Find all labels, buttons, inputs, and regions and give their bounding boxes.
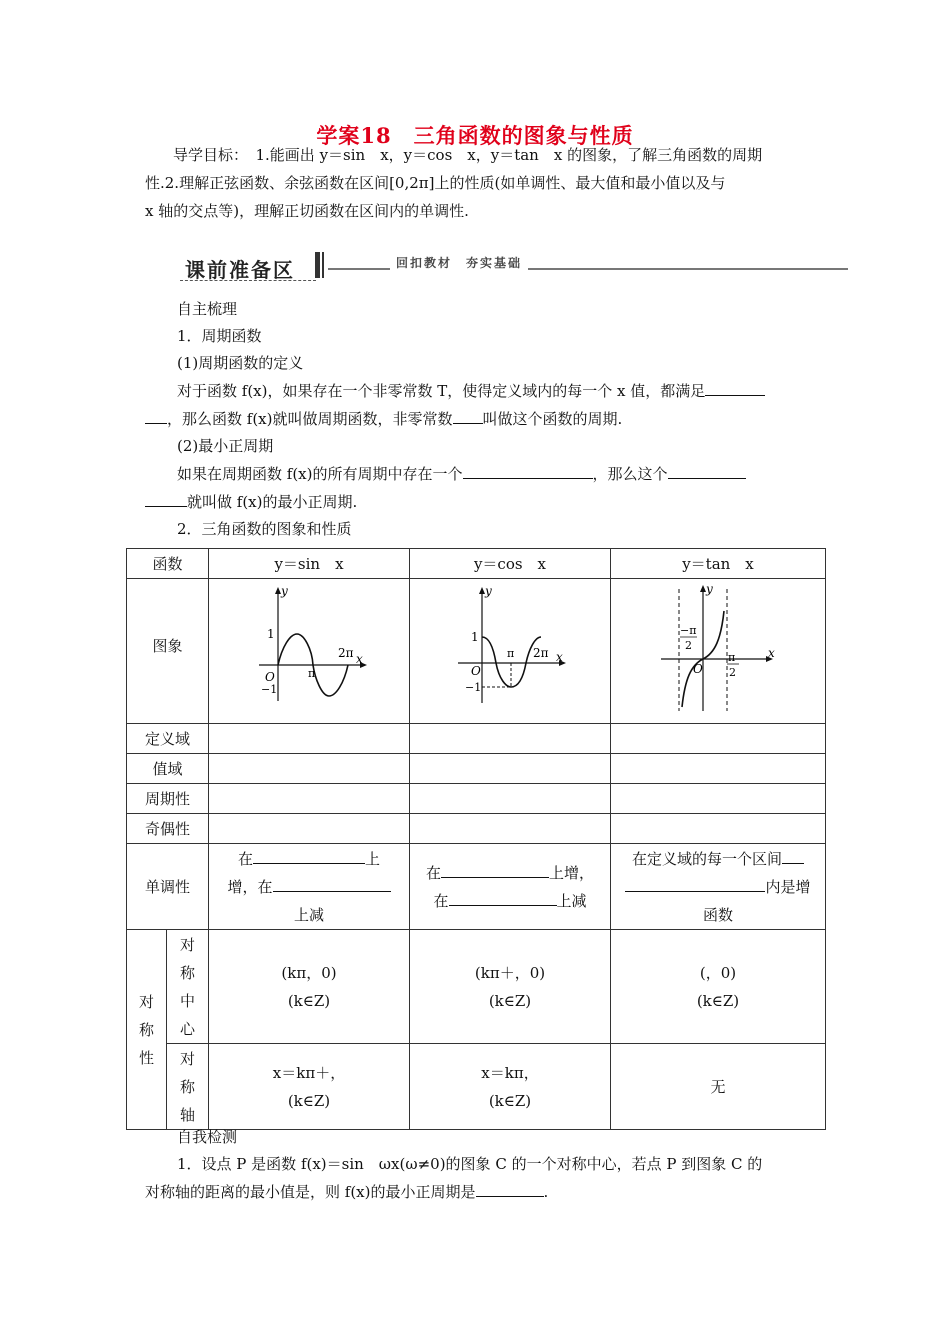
definition-line-2 bbox=[145, 406, 810, 433]
question-1-text: 对称轴的距离的最小值是，则 f(x)的最小正周期是 bbox=[145, 1183, 476, 1201]
definition-text-b: ，那么函数 f(x)就叫做周期函数，非零常数 bbox=[167, 410, 453, 428]
axis-value: x＝kπ＋， bbox=[272, 1063, 346, 1082]
definition-text-a: 对于函数 f(x)，如果存在一个非零常数 T，使得定义域内的每一个 x 值，都满足 bbox=[177, 382, 706, 400]
axis-value: x＝kπ， bbox=[481, 1063, 539, 1082]
x-label: x bbox=[356, 652, 363, 666]
tan-axis: 无 bbox=[611, 1044, 826, 1130]
review-item-1: 1．周期函数 bbox=[177, 327, 262, 345]
section-header bbox=[180, 250, 848, 282]
section-bar-thin bbox=[322, 252, 324, 278]
sin-monotonicity bbox=[209, 844, 410, 930]
section-dash bbox=[180, 280, 316, 281]
table-row bbox=[127, 784, 826, 814]
section-subtitle: 回扣教材 夯实基础 bbox=[390, 254, 528, 271]
answer-blank[interactable] bbox=[782, 849, 804, 864]
label-one: 1 bbox=[267, 627, 275, 641]
label-two: 2 bbox=[729, 666, 736, 679]
axis-chars: 对 称 轴 bbox=[179, 1049, 195, 1124]
table-cell[interactable] bbox=[209, 784, 410, 814]
label-neg-one: −1 bbox=[465, 681, 482, 694]
label-origin: O bbox=[471, 664, 481, 678]
answer-blank[interactable] bbox=[668, 464, 746, 479]
review-sub-2: (2)最小正周期 bbox=[177, 437, 274, 455]
k-condition: (k∈Z) bbox=[488, 991, 532, 1010]
check-heading: 自我检测 bbox=[177, 1128, 238, 1146]
row-label-symmetry bbox=[127, 930, 167, 1130]
row-label-parity: 奇偶性 bbox=[127, 814, 209, 844]
mono-text: 上减 bbox=[556, 891, 587, 910]
section-bar bbox=[315, 252, 320, 278]
table-row bbox=[127, 844, 826, 930]
table-cell[interactable] bbox=[410, 724, 611, 754]
row-label-monotonicity: 单调性 bbox=[127, 844, 209, 930]
sin-axis bbox=[209, 1044, 410, 1130]
tan-graph bbox=[611, 579, 825, 719]
answer-blank[interactable] bbox=[705, 381, 765, 396]
cos-graph bbox=[410, 579, 610, 719]
mono-text: 增，在 bbox=[227, 877, 273, 896]
answer-blank[interactable] bbox=[463, 464, 593, 479]
table-row bbox=[127, 724, 826, 754]
label-two: 2 bbox=[685, 639, 692, 652]
row-label-period: 周期性 bbox=[127, 784, 209, 814]
label-pi: π bbox=[308, 667, 316, 680]
center-value: (，0) bbox=[699, 963, 737, 982]
mono-text: 上减 bbox=[293, 905, 324, 924]
table-cell[interactable] bbox=[611, 814, 826, 844]
review-item-2: 2．三角函数的图象和性质 bbox=[177, 520, 352, 538]
min-period-text-c: 就叫做 f(x)的最小正周期. bbox=[187, 493, 358, 511]
answer-blank[interactable] bbox=[449, 891, 557, 906]
cos-monotonicity bbox=[410, 844, 611, 930]
table-row bbox=[127, 814, 826, 844]
answer-blank[interactable] bbox=[625, 877, 765, 892]
header-function: 函数 bbox=[127, 549, 209, 579]
center-value: (kπ＋，0) bbox=[474, 963, 546, 982]
answer-blank[interactable] bbox=[476, 1182, 544, 1197]
table-row bbox=[127, 549, 826, 579]
tan-graph-cell bbox=[611, 579, 826, 724]
mono-text: 在 bbox=[237, 849, 253, 868]
table-cell[interactable] bbox=[209, 724, 410, 754]
min-period-line-2 bbox=[145, 489, 810, 516]
mono-text: 在 bbox=[433, 891, 449, 910]
table-cell[interactable] bbox=[209, 814, 410, 844]
mono-text: 函数 bbox=[702, 905, 733, 924]
header-tan: y＝tan x bbox=[611, 549, 826, 579]
tan-center bbox=[611, 930, 826, 1044]
header-cos: y＝cos x bbox=[410, 549, 611, 579]
answer-blank[interactable] bbox=[441, 863, 549, 878]
label-two-pi: 2π bbox=[338, 646, 354, 660]
cos-graph-cell bbox=[410, 579, 611, 724]
trig-properties-table bbox=[126, 548, 826, 1130]
mono-text: 上增， bbox=[549, 863, 595, 882]
label-pi-top: π bbox=[728, 651, 736, 664]
answer-blank[interactable] bbox=[273, 877, 391, 892]
table-row bbox=[127, 1044, 826, 1130]
cos-axis bbox=[410, 1044, 611, 1130]
table-row bbox=[127, 930, 826, 1044]
label-origin: O bbox=[265, 670, 275, 684]
definition-line-1 bbox=[177, 378, 817, 405]
k-condition: (k∈Z) bbox=[287, 991, 331, 1010]
table-row bbox=[127, 579, 826, 724]
review-sub-1: (1)周期函数的定义 bbox=[177, 354, 304, 372]
k-condition: (k∈Z) bbox=[488, 1091, 532, 1110]
table-cell[interactable] bbox=[611, 784, 826, 814]
row-label-domain: 定义域 bbox=[127, 724, 209, 754]
row-label-sym-center bbox=[167, 930, 209, 1044]
header-sin: y＝sin x bbox=[209, 549, 410, 579]
label-pi: π bbox=[507, 647, 515, 660]
min-period-line-1 bbox=[177, 461, 817, 488]
answer-blank[interactable] bbox=[253, 849, 365, 864]
mono-text: 内是增 bbox=[765, 877, 811, 896]
row-label-range: 值域 bbox=[127, 754, 209, 784]
table-row bbox=[127, 754, 826, 784]
symmetry-chars: 对 称 性 bbox=[138, 992, 154, 1067]
definition-text-c: 叫做这个函数的周期. bbox=[482, 410, 623, 428]
row-label-graph: 图象 bbox=[127, 579, 209, 724]
min-period-text-a: 如果在周期函数 f(x)的所有周期中存在一个 bbox=[177, 465, 463, 483]
table-cell[interactable] bbox=[611, 724, 826, 754]
tan-monotonicity bbox=[611, 844, 826, 930]
page-title: 学案18 三角函数的图象与性质 bbox=[316, 123, 634, 148]
mono-text: 在 bbox=[425, 863, 441, 882]
center-chars: 对 称 中 心 bbox=[179, 935, 195, 1038]
answer-blank[interactable] bbox=[453, 409, 483, 424]
sin-graph-cell bbox=[209, 579, 410, 724]
question-1-end: . bbox=[543, 1183, 549, 1201]
table-cell[interactable] bbox=[410, 784, 611, 814]
k-condition: (k∈Z) bbox=[696, 991, 740, 1010]
table-cell[interactable] bbox=[410, 754, 611, 784]
y-label: y bbox=[485, 584, 492, 598]
label-one: 1 bbox=[471, 630, 479, 644]
y-label: y bbox=[281, 584, 288, 598]
question-1-line-2 bbox=[145, 1179, 810, 1206]
section-title: 课前准备区 bbox=[185, 258, 295, 282]
label-origin: O bbox=[693, 662, 703, 676]
answer-blank[interactable] bbox=[145, 492, 187, 507]
label-neg-one: −1 bbox=[261, 683, 278, 696]
mono-text: 上 bbox=[365, 849, 381, 868]
table-cell[interactable] bbox=[410, 814, 611, 844]
mono-text: 在定义域的每一个区间 bbox=[631, 849, 782, 868]
answer-blank[interactable] bbox=[145, 409, 167, 424]
y-label: y bbox=[706, 582, 713, 596]
label-two-pi: 2π bbox=[533, 646, 549, 660]
goals-line-1: 导学目标： 1.能画出 y＝sin x，y＝cos x，y＝tan x 的图象，了解三角函数的周期 bbox=[173, 146, 763, 164]
k-condition: (k∈Z) bbox=[287, 1091, 331, 1110]
table-cell[interactable] bbox=[209, 754, 410, 784]
review-heading: 自主梳理 bbox=[177, 300, 238, 318]
x-label: x bbox=[556, 650, 563, 664]
question-1-line-1: 1．设点 P 是函数 f(x)＝sin ωx(ω≠0)的图象 C 的一个对称中心，若点 P 到图象 C 的 bbox=[177, 1155, 763, 1173]
x-label: x bbox=[768, 646, 775, 660]
table-cell[interactable] bbox=[611, 754, 826, 784]
min-period-text-b: ，那么这个 bbox=[592, 465, 668, 483]
center-value: (kπ，0) bbox=[281, 963, 337, 982]
cos-center bbox=[410, 930, 611, 1044]
goals-line-3: x 轴的交点等)，理解正切函数在区间内的单调性. bbox=[145, 202, 469, 220]
goals-line-2: 性.2.理解正弦函数、余弦函数在区间[0,2π]上的性质(如单调性、最大值和最小值以及与 bbox=[145, 174, 726, 192]
sin-graph bbox=[209, 579, 409, 719]
row-label-sym-axis bbox=[167, 1044, 209, 1130]
label-neg-pi: −π bbox=[680, 624, 697, 637]
sin-center bbox=[209, 930, 410, 1044]
